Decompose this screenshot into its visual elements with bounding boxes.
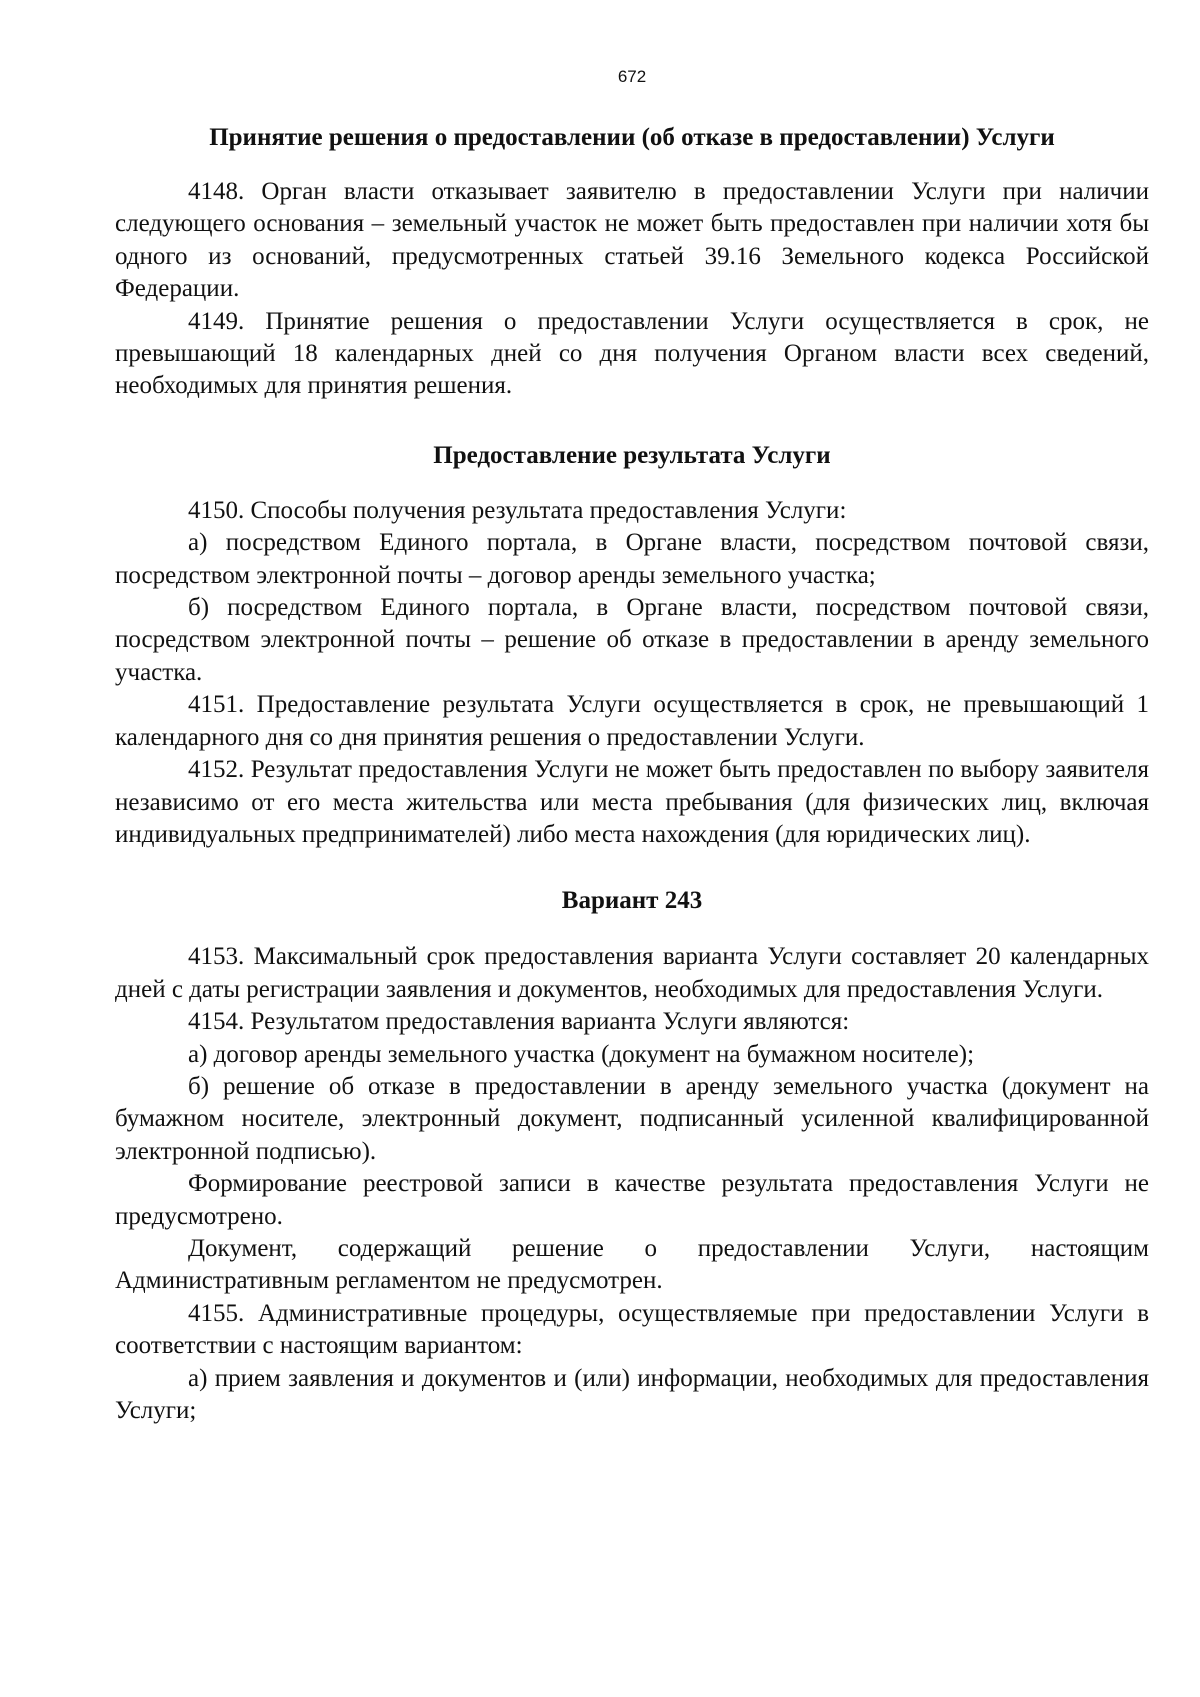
paragraph-4152: 4152. Результат предоставления Услуги не может быть предоставлен по выбору заявителя независимо от его места жительства или места пребывания (для физических лиц, включая индивидуальных предпринимателей) либо места нахождения (для юридических лиц). — [115, 756, 1149, 848]
paragraph-4155-a: а) прием заявления и документов и (или) информации, необходимых для предоставления Услуги; — [115, 1364, 1149, 1424]
paragraph-4150: 4150. Способы получения результата предоставления Услуги: — [188, 496, 847, 524]
paragraph-4154: 4154. Результатом предоставления варианта Услуги являются: — [188, 1008, 850, 1036]
paragraph-4149: 4149. Принятие решения о предоставлении Услуги осуществляется в срок, не превышающий 18 календарных дней со дня получения Органом власти всех сведений, необходимых для принятия решения. — [115, 307, 1149, 400]
section-heading-result: Предоставление результата Услуги — [433, 441, 831, 469]
paragraph-4154-a: а) договор аренды земельного участка (документ на бумажном носителе); — [188, 1040, 975, 1068]
paragraph-4154-b: б) решение об отказе в предоставлении в аренду земельного участка (документ на бумажном носителе, электронный документ, подписанный усиленной квалифицированной электронной подписью). — [115, 1072, 1149, 1165]
section-heading-decision: Принятие решения о предоставлении (об отказе в предоставлении) Услуги — [209, 124, 1055, 151]
page-number: 672 — [617, 67, 647, 86]
document-page — [115, 66, 1149, 1427]
paragraph-4151: 4151. Предоставление результата Услуги осуществляется в срок, не превышающий 1 календарного дня со дня принятия решения о предоставлении Услуги. — [115, 691, 1149, 751]
paragraph-document-note: Документ, содержащий решение о предоставлении Услуги, настоящим Административным регламентом не предусмотрен. — [115, 1234, 1149, 1295]
paragraph-4153: 4153. Максимальный срок предоставления варианта Услуги составляет 20 календарных дней с даты регистрации заявления и документов, необходимых для предоставления Услуги. — [115, 943, 1149, 1003]
paragraph-4150-a: а) посредством Единого портала, в Органе власти, посредством почтовой связи, посредством электронной почты – договор аренды земельного участка; — [115, 529, 1149, 589]
paragraph-registry-note: Формирование реестровой записи в качестве результата предоставления Услуги не предусмотрено. — [115, 1170, 1149, 1230]
paragraph-4150-b: б) посредством Единого портала, в Органе власти, посредством почтовой связи, посредством электронной почты – решение об отказе в предоставлении в аренду земельного участка. — [115, 594, 1149, 686]
paragraph-4148: 4148. Орган власти отказывает заявителю в предоставлении Услуги при наличии следующего основания – земельный участок не может быть предоставлен при наличии хотя бы одного из оснований, предусмотренных статьей 39.16 Земельного кодекса Российской Федерации. — [115, 178, 1149, 303]
section-heading-variant: Вариант 243 — [561, 887, 703, 915]
paragraph-4155: 4155. Административные процедуры, осуществляемые при предоставлении Услуги в соответствии с настоящим вариантом: — [115, 1299, 1149, 1360]
